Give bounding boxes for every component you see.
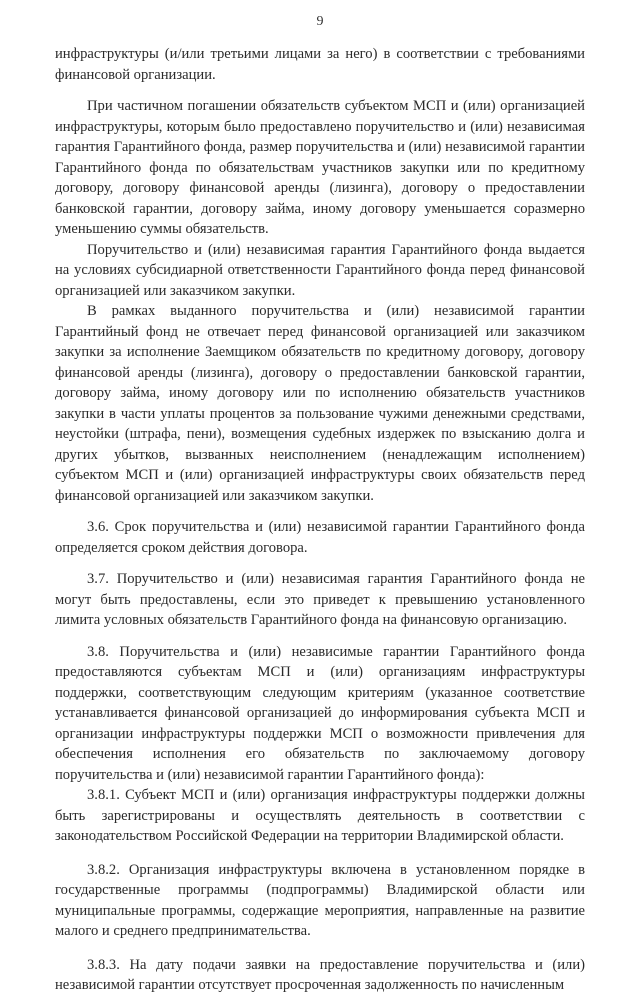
page-number: 9: [316, 14, 324, 29]
document-body: [55, 44, 585, 996]
paragraph-liability-limits: В рамках выданного поручительства и (или) независимой гарантии Гарантийный фонд не отвечает перед финансовой организацией или заказчиком закупки за исполнение Заемщиком обязательств по кредитному договору, договору финансовой аренды (лизинга), договору о предоставлении банковской гарантии, договору займа, иному договору или по исполнению обязательств участников закупки в части уплаты процентов за пользование чужими денежными средствами, неустойки (штрафа, пени), возмещения судебных издержек по взысканию долга и других убытков, вызванных неисполнением (ненадлежащим исполнением) субъектом МСП и (или) организацией инфраструктуры своих обязательств перед финансовой организацией или заказчиком закупки.: [55, 303, 585, 504]
clause-3-8-3: 3.8.3. На дату подачи заявки на предоставление поручительства и (или) независимой гарантии отсутствует просроченная задолженность по начисленным: [55, 956, 585, 993]
clause-3-8: 3.8. Поручительства и (или) независимые гарантии Гарантийного фонда предоставляются субъектам МСП и (или) организациям инфраструктуры поддержки, соответствующим следующим критериям (указанное соответствие устанавливается финансовой организацией до информирования субъекта МСП и организации инфраструктуры поддержки МСП о возможности привлечения для обеспечения исполнения его обязательств по заключаемому договору поручительства и (или) независимой гарантии Гарантийного фонда):: [55, 643, 585, 783]
paragraph-partial-repayment: При частичном погашении обязательств субъектом МСП и (или) организацией инфраструктуры, которым было предоставлено поручительство и (или) независимая гарантия Гарантийного фонда, размер поручительства и (или) независимой гарантии Гарантийного фонда по обязательствам участников закупки или по кредитному договору, договору финансовой аренды (лизинга), договору о предоставлении банковской гарантии, договору займа, иному договору уменьшается соразмерно уменьшению суммы обязательств.: [55, 98, 585, 237]
clause-3-8-2: 3.8.2. Организация инфраструктуры включена в установленном порядке в государственные программы (подпрограммы) Владимирской области или муниципальные программы, содержащие мероприятия, направленные на развитие малого и среднего предпринимательства.: [55, 861, 585, 939]
clause-3-7: 3.7. Поручительство и (или) независимая гарантия Гарантийного фонда не могут быть предоставлены, если это приведет к превышению установленного лимита условных обязательств Гарантийного фонда на финансовую организацию.: [55, 571, 585, 628]
clause-3-6: 3.6. Срок поручительства и (или) независимой гарантии Гарантийного фонда определяется сроком действия договора.: [55, 519, 585, 556]
paragraph-subsidiary-liability: Поручительство и (или) независимая гарантия Гарантийного фонда выдается на условиях субсидиарной ответственности Гарантийного фонда перед финансовой организацией или заказчиком закупки.: [55, 241, 585, 299]
paragraph-continuation: инфраструктуры (и/или третьими лицами за него) в соответствии с требованиями финансовой организации.: [55, 46, 585, 83]
clause-3-8-1: 3.8.1. Субъект МСП и (или) организация инфраструктуры поддержки должны быть зарегистрированы и осуществлять деятельность в соответствии с законодательством Российской Федерации на территории Владимирской области.: [55, 787, 585, 844]
